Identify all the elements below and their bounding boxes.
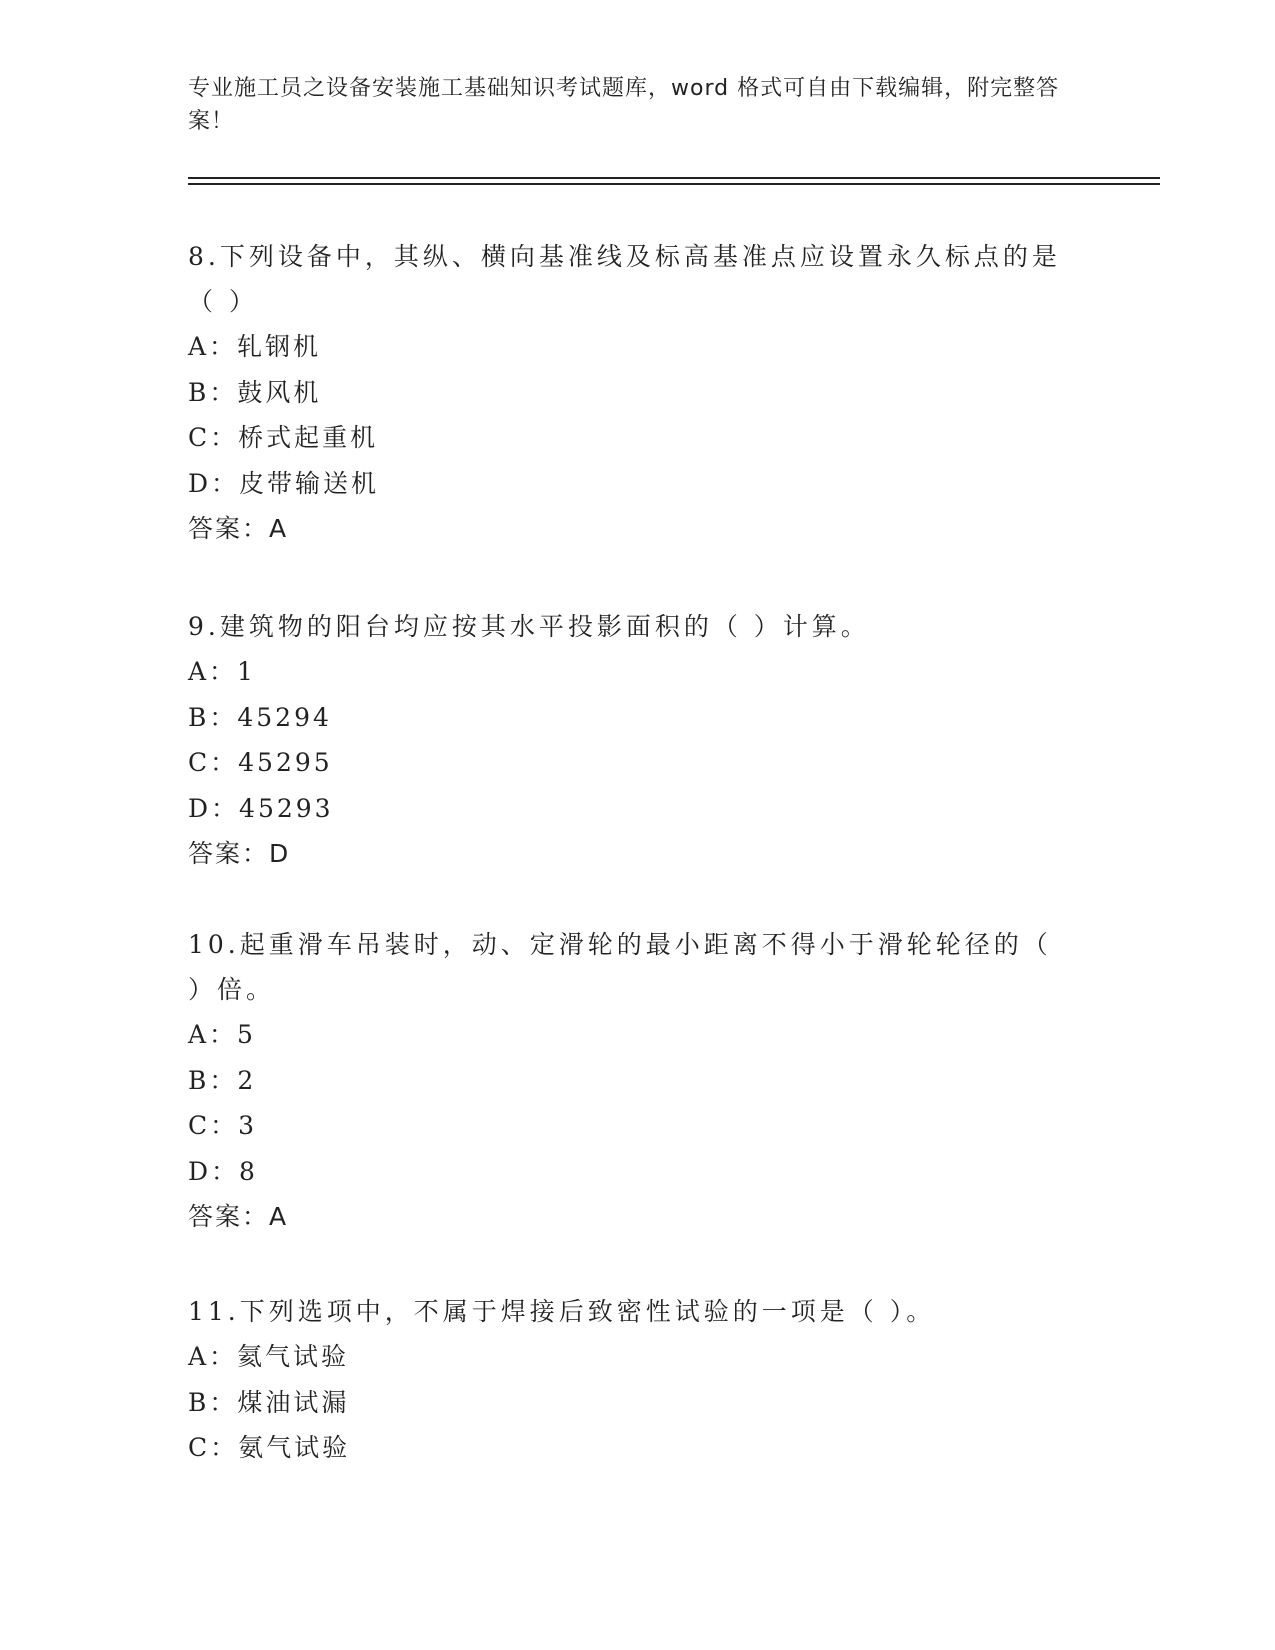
option-d: D：皮带输送机 bbox=[188, 468, 380, 498]
option-b: B：鼓风机 bbox=[188, 377, 322, 407]
option-d: D：8 bbox=[188, 1156, 258, 1186]
option-c: C：45295 bbox=[188, 748, 333, 777]
question-text: 9.建筑物的阳台均应按其水平投影面积的（ ）计算。 bbox=[188, 612, 870, 641]
option-d: D：45293 bbox=[188, 793, 334, 823]
question-text-continued: （ ） bbox=[188, 287, 258, 316]
option-a: A：5 bbox=[188, 1020, 256, 1049]
question-11 bbox=[188, 1289, 1068, 1471]
option-a: A：1 bbox=[188, 657, 256, 686]
answer: 答案：D bbox=[188, 839, 291, 868]
question-text: 8.下列设备中，其纵、横向基准线及标高基准点应设置永久标点的是 bbox=[188, 242, 1061, 271]
option-c: C：氨气试验 bbox=[188, 1433, 351, 1462]
question-8 bbox=[188, 234, 1068, 551]
option-c: C：3 bbox=[188, 1111, 258, 1140]
document-header: 专业施工员之设备安装施工基础知识考试题库，word 格式可自由下载编辑，附完整答案！ bbox=[188, 76, 1060, 134]
option-a: A：氦气试验 bbox=[188, 1342, 350, 1371]
question-9 bbox=[188, 604, 1068, 876]
answer: 答案：A bbox=[188, 514, 289, 543]
header-divider-top bbox=[188, 177, 1160, 179]
question-text-continued: ）倍。 bbox=[188, 975, 276, 1004]
option-c: C：桥式起重机 bbox=[188, 423, 379, 452]
header-divider-bottom bbox=[188, 183, 1160, 185]
option-b: B：煤油试漏 bbox=[188, 1387, 350, 1417]
option-b: B：45294 bbox=[188, 702, 332, 732]
option-b: B：2 bbox=[188, 1065, 257, 1095]
question-10 bbox=[188, 922, 1068, 1239]
question-text: 11.下列选项中，不属于焊接后致密性试验的一项是（ ）。 bbox=[188, 1297, 936, 1326]
question-text: 10.起重滑车吊装时，动、定滑轮的最小距离不得小于滑轮轮径的（ bbox=[188, 930, 1052, 959]
option-a: A：轧钢机 bbox=[188, 332, 322, 361]
answer: 答案：A bbox=[188, 1202, 289, 1231]
